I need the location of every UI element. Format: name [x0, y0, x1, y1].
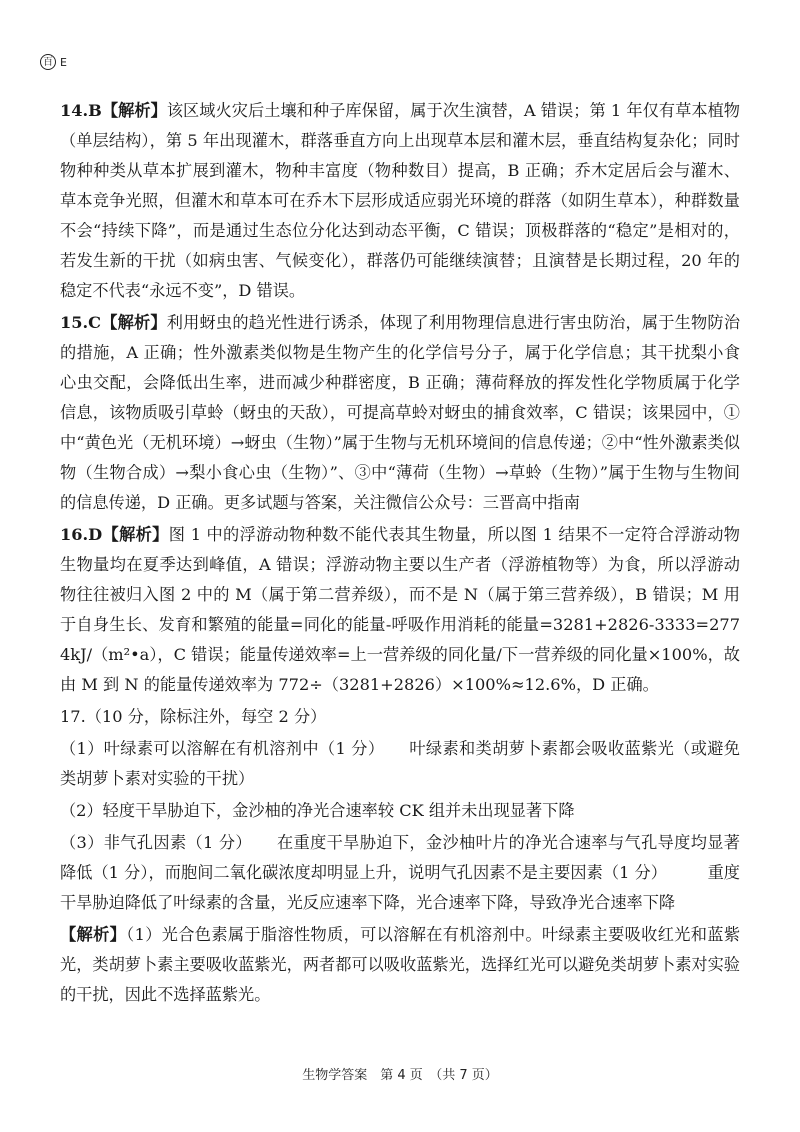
logo-letter: E [60, 55, 67, 69]
answer-content [60, 96, 740, 1012]
answer-14 [60, 96, 740, 306]
header-logo [40, 51, 67, 73]
page-footer: 生物学答案 第 4 页 （共 7 页） [302, 1068, 498, 1083]
analysis-label: 【解析】 [60, 925, 127, 944]
answer-16-text: 图 1 中的浮游动物种数不能代表其生物量，所以图 1 结果不一定符合浮游动物生物量均在夏季达到峰值，A 错误；浮游动物主要以生产者（浮游植物等）为食，所以浮游动物往往被归入图 2 中的 M（属于第二营养级），而不是 N（属于第三营养级），B 错误；M 用于自身生长、发育和繁殖的能量=同化的能量-呼吸作用消耗的能量=3281+2826-3333=2774kJ/（m²•a），C 错误；能量传递效率=上一营养级的同化量/下一营养级的同化量×100%，故由 M 到 N 的能量传递效率为 772÷（3281+2826）×100%≈12.6%，D 正确。 [60, 525, 740, 694]
answer-17-item-2: （2）轻度干旱胁迫下，金沙柚的净光合速率较 CK 组并未出现显著下降 [60, 801, 575, 820]
answer-17-item-3: （3）非气孔因素（1 分） 在重度干旱胁迫下，金沙柚叶片的净光合速率与气孔导度均显著降低（1 分），而胞间二氧化碳浓度却明显上升，说明气孔因素不是主要因素（1 分） 重度干旱胁迫降低了叶绿素的含量，光反应速率下降，光合速率下降，导致净光合速率下降 [60, 833, 740, 912]
answer-16 [60, 520, 740, 700]
answer-17-analysis [60, 920, 740, 1010]
answer-17-heading: 17.（10 分，除标注外，每空 2 分） [60, 707, 327, 726]
analysis-text: （1）光合色素属于脂溶性物质，可以溶解在有机溶剂中。叶绿素主要吸收红光和蓝紫光，类胡萝卜素主要吸收蓝紫光，两者都可以吸收蓝紫光，选择红光可以避免类胡萝卜素对实验的干扰，因此不选择蓝紫光。 [60, 925, 741, 1004]
answer-15-text: 利用蚜虫的趋光性进行诱杀，体现了利用物理信息进行害虫防治，属于生物防治的措施，A 正确；性外激素类似物是生物产生的化学信号分子，属于化学信息；其干扰梨小食心虫交配，会降低出生率，进而减少种群密度，B 正确；薄荷释放的挥发性化学物质属于化学信息，该物质吸引草蛉（蚜虫的天敌），可提高草蛉对蚜虫的捕食效率，C 错误；该果园中，①中“黄色光（无机环境）→蚜虫（生物）”属于生物与无机环境间的信息传递；②中“性外激素类似物（生物合成）→梨小食心虫（生物）”、③中“薄荷（生物）→草蛉（生物）”属于生物与生物间的信息传递，D 正确。更多试题与答案，关注微信公众号：三晋高中指南 [60, 313, 741, 512]
answer-14-label: 14.B【解析】 [60, 101, 167, 120]
answer-15-label: 15.C【解析】 [60, 313, 167, 332]
logo-circle-icon: 百 [40, 54, 56, 70]
answer-16-label: 16.D【解析】 [60, 525, 169, 544]
answer-15 [60, 308, 740, 518]
answer-14-text: 该区域火灾后土壤和种子库保留，属于次生演替，A 错误；第 1 年仅有草本植物（单层结构），第 5 年出现灌木，群落垂直方向上出现草本层和灌木层，垂直结构复杂化；同时物种种类从草本扩展到灌木，物种丰富度（物种数目）提高，B 正确；乔木定居后会与灌木、草本竞争光照，但灌木和草本可在乔木下层形成适应弱光环境的群落（如阴生草本），种群数量不会“持续下降”，而是通过生态位分化达到动态平衡，C 错误；顶极群落的“稳定”是相对的，若发生新的干扰（如病虫害、气候变化），群落仍可能继续演替；且演替是长期过程，20 年的稳定不代表“永远不变”，D 错误。 [60, 101, 740, 300]
answer-17-item-1: （1）叶绿素可以溶解在有机溶剂中（1 分） 叶绿素和类胡萝卜素都会吸收蓝紫光（或避免类胡萝卜素对实验的干扰） [60, 739, 740, 788]
